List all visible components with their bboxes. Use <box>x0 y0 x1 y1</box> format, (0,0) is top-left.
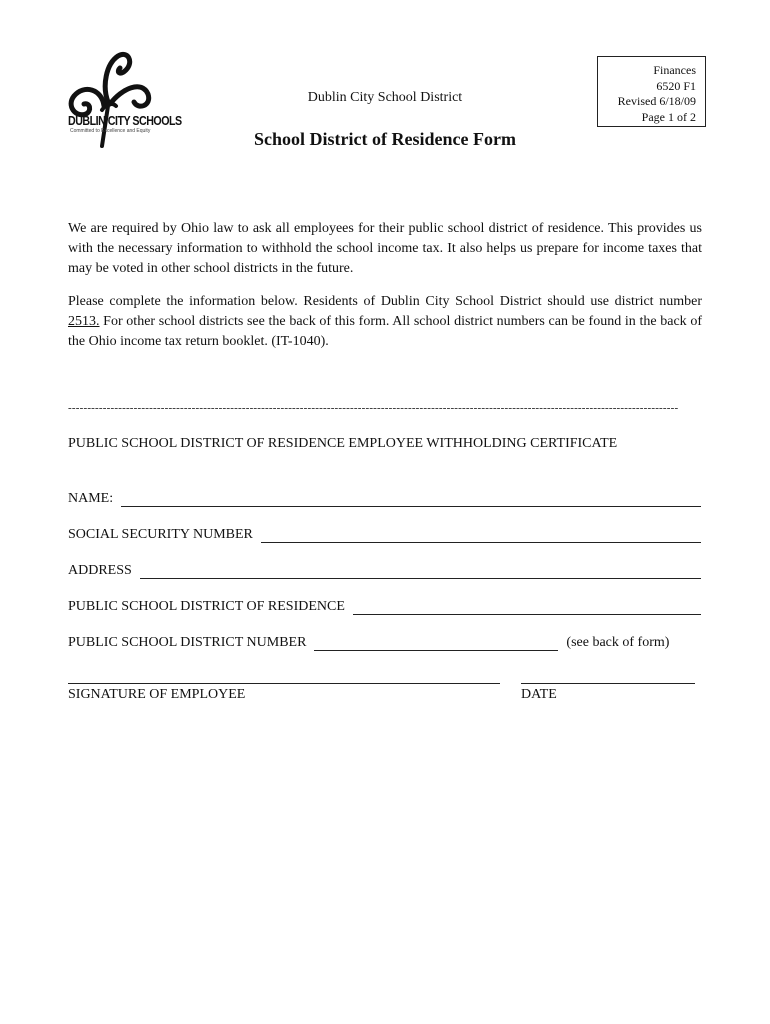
name-input-line[interactable] <box>121 494 701 507</box>
ssn-label: SOCIAL SECURITY NUMBER <box>68 527 253 542</box>
date-label: DATE <box>521 687 557 702</box>
date-input-line[interactable] <box>521 683 695 684</box>
ssn-input-line[interactable] <box>261 530 701 543</box>
district-number-field-row <box>68 635 701 651</box>
name-label: NAME: <box>68 491 114 506</box>
intro-paragraph-1: We are required by Ohio law to ask all employees for their public school district of residence. This provides us with the necessary information to withhold the school income tax. It also helps us prepare for income taxes that may be voted in other school districts in the future. <box>68 221 702 276</box>
intro-paragraph-2-start: Please complete the information below. Residents of Dublin City School District should use district number <box>68 294 702 309</box>
name-field-row <box>68 491 701 507</box>
district-residence-label: PUBLIC SCHOOL DISTRICT OF RESIDENCE <box>68 599 345 614</box>
ssn-field-row <box>68 527 701 543</box>
address-label: ADDRESS <box>68 563 132 578</box>
dublin-district-number: 2513. <box>68 314 100 329</box>
info-form-number: 6520 F1 <box>656 78 696 93</box>
district-name-text: Dublin City School District <box>307 90 463 105</box>
info-page-number: Page 1 of 2 <box>641 109 696 124</box>
district-residence-field-row <box>68 599 701 615</box>
info-revised-date: Revised 6/18/09 <box>617 94 696 108</box>
address-field-row <box>68 563 701 579</box>
certificate-title: PUBLIC SCHOOL DISTRICT OF RESIDENCE EMPLOYEE WITHHOLDING CERTIFICATE <box>68 436 618 451</box>
form-title: School District of Residence Form <box>254 129 516 149</box>
logo-tagline: Committed to Excellence and Equity <box>70 128 151 134</box>
signature-input-line[interactable] <box>68 683 500 684</box>
district-number-label: PUBLIC SCHOOL DISTRICT NUMBER <box>68 635 307 650</box>
signature-label: SIGNATURE OF EMPLOYEE <box>68 687 246 702</box>
intro-paragraph-2 <box>68 292 702 352</box>
cut-line-separator: -------------------------------------------------------------------------------------------------------------------------------------------------------------- <box>68 402 679 414</box>
form-info-box <box>597 56 706 127</box>
district-number-input-line[interactable] <box>314 638 558 651</box>
district-number-hint: (see back of form) <box>566 635 670 650</box>
district-residence-input-line[interactable] <box>353 602 701 615</box>
info-category: Finances <box>653 63 696 77</box>
intro-paragraph-2-end: For other school districts see the back of this form. All school district numbers can be found in the back of the Ohio income tax return booklet. (IT-1040). <box>68 314 702 349</box>
logo-wordmark: DUBLIN CITY SCHOOLS <box>68 113 182 128</box>
address-input-line[interactable] <box>140 566 701 579</box>
